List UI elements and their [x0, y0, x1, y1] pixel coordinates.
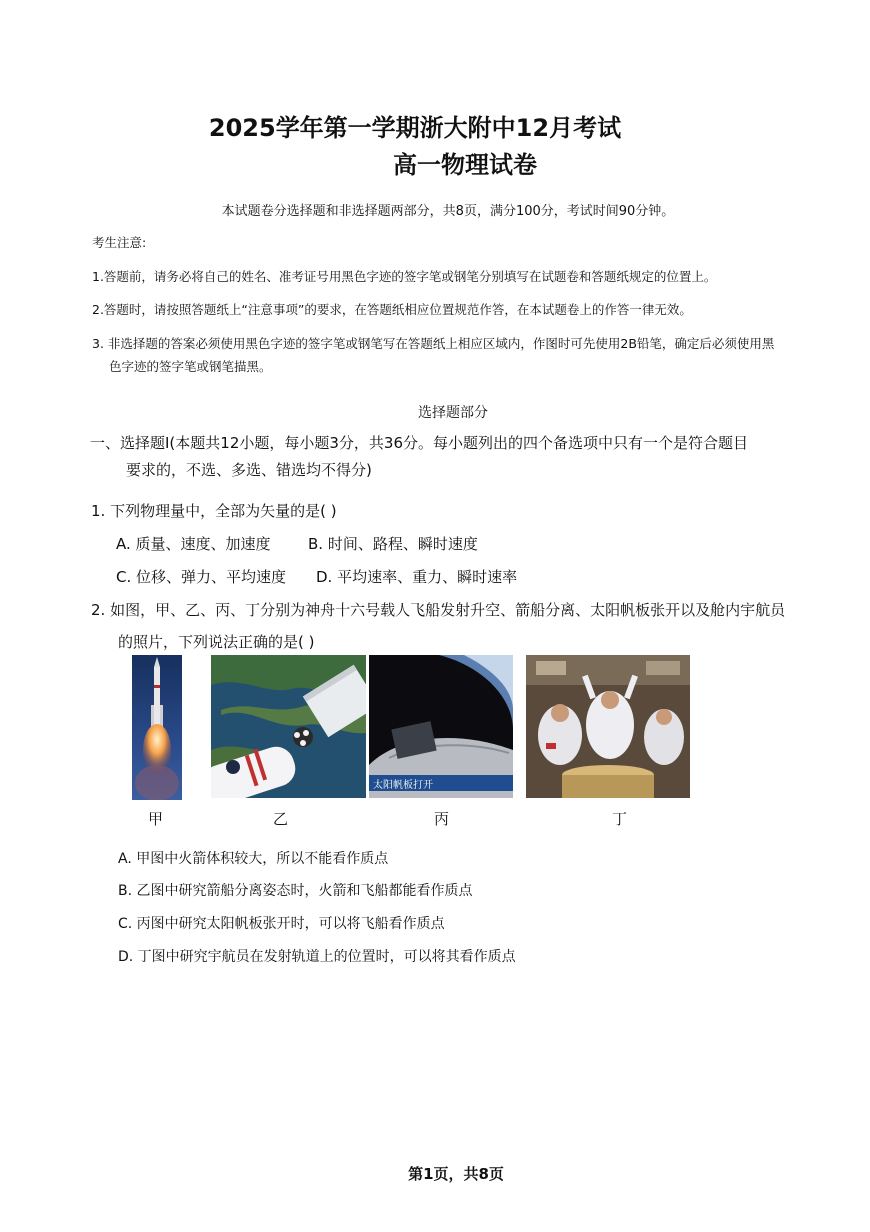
- question-2-stem-2: 的照片，下列说法正确的是( ): [118, 633, 315, 651]
- caption-yi: 乙: [273, 810, 289, 828]
- question-1-option-c: C. 位移、弹力、平均速度: [116, 568, 287, 586]
- section-instruction-2: 要求的，不选、多选、错选均不得分): [126, 461, 372, 479]
- astronauts-photo: [526, 655, 690, 798]
- question-1-option-b: B. 时间、路程、瞬时速度: [308, 535, 478, 553]
- caption-jia: 甲: [148, 810, 164, 828]
- question-1-option-a: A. 质量、速度、加速度: [116, 535, 271, 553]
- notice-item-3: 3. 非选择题的答案必须使用黑色字迹的签字笔或钢笔写在答题纸上相应区域内，作图时可先使用2B铅笔，确定后必须使用黑: [92, 336, 775, 351]
- page-number: 第1页，共8页: [408, 1165, 504, 1183]
- exam-title: 2025学年第一学期浙大附中12月考试: [208, 114, 622, 142]
- notice-item-1: 1.答题前，请务必将自己的姓名、准考证号用黑色字迹的签字笔或钢笔分别填写在试题卷和答题纸规定的位置上。: [92, 269, 717, 284]
- question-2-option-d: D. 丁图中研究宇航员在发射轨道上的位置时，可以将其看作质点: [118, 949, 516, 965]
- section-instruction-1: 一、选择题Ⅰ(本题共12小题，每小题3分，共36分。每小题列出的四个备选项中只有一个是符合题目: [90, 434, 748, 452]
- solar-panel-photo: [369, 655, 513, 798]
- question-2-option-b: B. 乙图中研究箭船分离姿态时，火箭和飞船都能看作质点: [118, 883, 473, 899]
- exam-subtitle: 高一物理试卷: [393, 151, 537, 179]
- notice-item-3-cont: 色字迹的签字笔或钢笔描黑。: [109, 359, 272, 374]
- question-2-option-a: A. 甲图中火箭体积较大，所以不能看作质点: [118, 851, 389, 867]
- notice-item-2: 2.答题时，请按照答题纸上“注意事项”的要求，在答题纸相应位置规范作答，在本试题卷上的作答一律无效。: [92, 302, 692, 317]
- exam-intro: 本试题卷分选择题和非选择题两部分，共8页，满分100分，考试时间90分钟。: [221, 204, 675, 219]
- question-1-stem: 1. 下列物理量中，全部为矢量的是( ): [91, 502, 337, 520]
- photo-overlay-caption: 太阳帆板打开: [373, 780, 433, 791]
- caption-bing: 丙: [434, 810, 450, 828]
- question-1-option-d: D. 平均速率、重力、瞬时速率: [316, 568, 518, 586]
- section-title: 选择题部分: [418, 405, 488, 421]
- rocket-launch-photo: [132, 655, 182, 800]
- question-2-option-c: C. 丙图中研究太阳帆板张开时，可以将飞船看作质点: [118, 916, 445, 932]
- separation-photo: [211, 655, 366, 798]
- question-2-stem-1: 2. 如图，甲、乙、丙、丁分别为神舟十六号载人飞船发射升空、箭船分离、太阳帆板张开以及舱内宇航员: [91, 601, 786, 619]
- notice-heading: 考生注意:: [92, 235, 147, 250]
- caption-ding: 丁: [612, 810, 628, 828]
